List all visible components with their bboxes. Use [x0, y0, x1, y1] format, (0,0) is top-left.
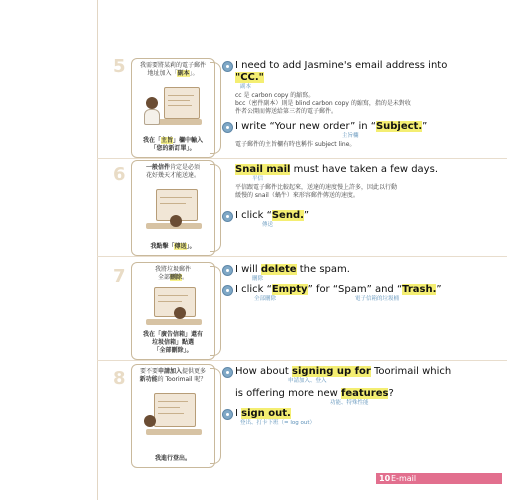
illustration-panel — [131, 58, 215, 158]
panel-caption-top: 要不要申請加入提供更多 新功能的 Toorimail 呢？ — [139, 368, 207, 383]
section-divider — [97, 360, 507, 361]
section-number: 5 — [113, 56, 126, 77]
gloss: 全部刪除 — [254, 296, 277, 302]
gloss: 主旨欄 — [342, 133, 359, 139]
panel-caption-top: 我將垃圾郵件 全部刪除。 — [154, 266, 191, 281]
panel-caption-bottom: 我在「廣告信箱」還有 垃圾信箱」點選 「全部刪除」。 — [142, 331, 204, 354]
chinese-note: 平信跟電子郵件比較起來，送達的速度慢上許多，因此以行動 緩慢的 snail（蝸牛）來形容郵件傳送的速度。 — [235, 184, 398, 199]
bracket — [210, 164, 221, 252]
section-number: 7 — [113, 266, 126, 287]
english-sentence-cont: is offering more new features? — [235, 388, 394, 399]
english-sentence: I need to add Jasmine's email address into — [235, 60, 448, 71]
gloss: 申請加入、登入 — [288, 378, 327, 384]
section-number: 8 — [113, 368, 126, 389]
panel-caption-bottom: 我點擊「傳送」。 — [150, 243, 196, 250]
section-divider — [97, 158, 507, 159]
bracket — [210, 266, 221, 356]
gloss: 副本 — [240, 84, 252, 90]
panel-caption-top: 我需要將某莉的電子郵件 地址加入「副本」。 — [139, 62, 206, 77]
bullet-icon — [222, 367, 233, 378]
panel-caption-bottom: 我在「主旨」欄中輸入 「您的新訂單」。 — [142, 137, 204, 152]
office-illustration — [142, 285, 204, 329]
gloss: 電子信箱的垃圾桶 — [355, 296, 400, 302]
bullet-icon — [222, 211, 233, 222]
bullet-icon — [222, 285, 233, 296]
illustration-panel — [131, 262, 215, 360]
bracket — [210, 62, 221, 154]
bracket — [210, 368, 221, 464]
bullet-icon — [222, 61, 233, 72]
english-sentence: I sign out. — [235, 408, 291, 419]
english-sentence: How about signing up for Toorimail which — [235, 366, 452, 377]
gloss: 平信 — [252, 176, 264, 182]
section-divider — [97, 256, 507, 257]
office-illustration — [142, 83, 204, 133]
chinese-note: 電子郵件的主旨欄有時也稱作 subject line。 — [235, 141, 356, 148]
chapter-label: E-mail — [391, 474, 417, 483]
gloss: 功能、特殊性能 — [330, 400, 369, 406]
office-illustration — [142, 389, 204, 439]
gloss: 登出、打卡下班（= log out） — [240, 420, 315, 426]
gloss: 傳送 — [262, 222, 274, 228]
english-sentence: Snail mail must have taken a few days. — [235, 164, 438, 175]
office-illustration — [142, 185, 204, 235]
page-number: 10 — [379, 474, 391, 483]
gloss: 刪除 — [252, 276, 264, 282]
english-sentence: I click “Send.” — [235, 210, 310, 221]
panel-caption-top: 一般信件肯定是必須 花好幾天才能送達。 — [145, 164, 201, 179]
english-sentence: I write “Your new order” in “Subject.” — [235, 121, 428, 132]
english-sentence: I click “Empty” for “Spam” and “Trash.” — [235, 284, 442, 295]
bullet-icon — [222, 122, 233, 133]
illustration-panel — [131, 160, 215, 256]
bullet-icon — [222, 409, 233, 420]
english-sentence-cont: "CC." — [235, 72, 264, 83]
illustration-panel — [131, 364, 215, 468]
chinese-note: cc 是 carbon copy 的縮寫。 bcc（密件副本）則是 blind carbon copy 的縮寫，指的是未對收 件者公開而傳送給第三者的電子郵件。 — [235, 92, 411, 115]
bullet-icon — [222, 265, 233, 276]
margin-rule — [97, 0, 98, 500]
english-sentence: I will delete the spam. — [235, 264, 350, 275]
panel-caption-bottom: 我進行登出。 — [154, 455, 192, 462]
section-number: 6 — [113, 164, 126, 185]
